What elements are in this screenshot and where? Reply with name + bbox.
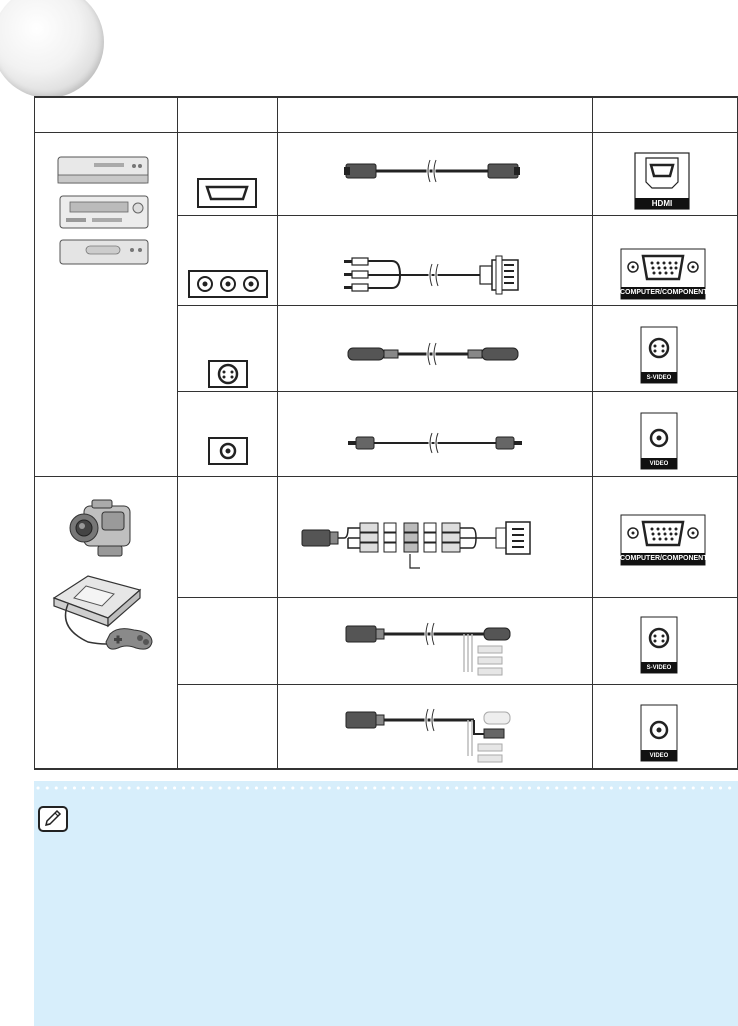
row-rule bbox=[177, 391, 738, 392]
column-rule bbox=[34, 96, 35, 770]
game-console-illustration bbox=[48, 568, 158, 658]
note-box bbox=[34, 781, 738, 1026]
camcorder-illustration bbox=[62, 496, 142, 560]
hdmi-terminal-badge bbox=[634, 152, 690, 210]
composite-video-jack-icon bbox=[208, 437, 248, 465]
av-to-video-cable-icon bbox=[344, 706, 524, 768]
row-rule bbox=[177, 684, 738, 685]
av-to-component-adaptor-icon bbox=[300, 514, 536, 578]
vcr-illustration bbox=[56, 194, 152, 232]
computer-component-terminal-badge-2 bbox=[620, 514, 714, 566]
av-to-s-video-cable-icon bbox=[344, 620, 524, 682]
row-rule bbox=[177, 597, 738, 598]
video-terminal-badge bbox=[640, 412, 678, 470]
component-rca-jacks-icon bbox=[188, 270, 268, 298]
hdmi-jack-icon bbox=[197, 178, 257, 208]
computer-component-terminal-label: COMPUTER/COMPONENT 1 bbox=[620, 289, 714, 296]
dvd-player-illustration bbox=[54, 155, 152, 187]
set-top-box-illustration bbox=[56, 236, 152, 270]
composite-video-cable-icon bbox=[346, 432, 524, 454]
video-terminal-badge-2 bbox=[640, 704, 678, 762]
column-rule bbox=[277, 96, 278, 770]
s-video-cable-icon bbox=[342, 342, 524, 366]
note-pencil-icon bbox=[38, 806, 68, 832]
component-to-dsub-cable-icon bbox=[342, 252, 524, 298]
hdmi-cable-icon bbox=[342, 158, 522, 184]
video-terminal-label: VIDEO bbox=[649, 753, 669, 759]
hdmi-terminal-label: HDMI bbox=[651, 199, 673, 208]
s-video-terminal-label: S-VIDEO bbox=[646, 375, 672, 381]
table-top-rule bbox=[34, 96, 738, 98]
row-rule bbox=[177, 215, 738, 216]
s-video-jack-icon bbox=[208, 360, 248, 388]
column-rule bbox=[592, 96, 593, 770]
s-video-terminal-label: S-VIDEO bbox=[646, 665, 672, 671]
computer-component-terminal-badge bbox=[620, 248, 714, 300]
table-bottom-rule bbox=[34, 768, 738, 770]
s-video-terminal-badge bbox=[640, 326, 678, 384]
note-dotted-border bbox=[34, 786, 738, 790]
computer-component-terminal-label: COMPUTER/COMPONENT 1 bbox=[620, 555, 714, 562]
section-marker-rim bbox=[0, 0, 104, 98]
video-terminal-label: VIDEO bbox=[649, 461, 669, 467]
header-bottom-rule bbox=[34, 132, 738, 133]
column-rule bbox=[177, 96, 178, 770]
s-video-terminal-badge-2 bbox=[640, 616, 678, 674]
row-rule bbox=[177, 305, 738, 306]
group-rule bbox=[34, 476, 738, 477]
